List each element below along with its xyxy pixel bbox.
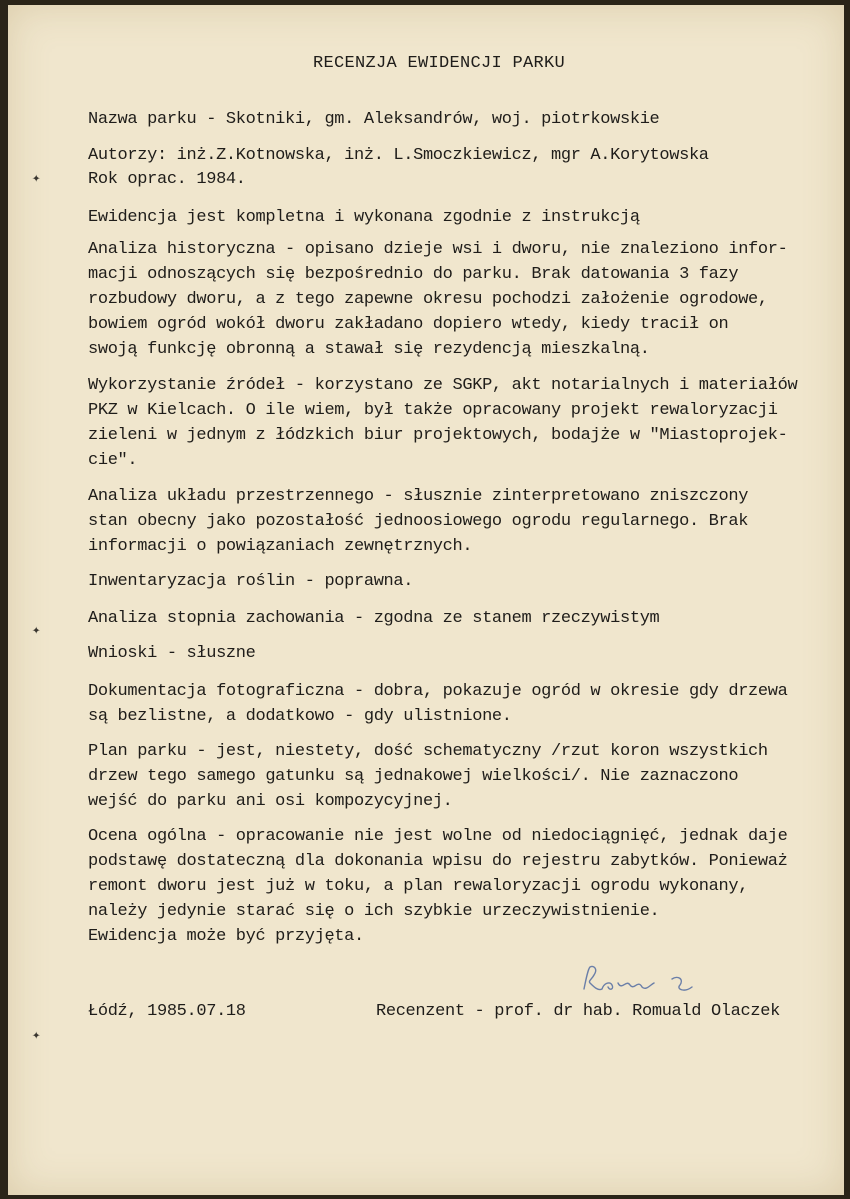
text-line: stan obecny jako pozostałość jednoosiowego ogrodu regularnego. Brak (88, 512, 749, 531)
reviewer-name: Recenzent - prof. dr hab. Romuald Olaczek (376, 1002, 780, 1021)
text-line: Dokumentacja fotograficzna - dobra, pokazuje ogród w okresie gdy drzewa (88, 682, 788, 701)
text-line: Wykorzystanie źródeł - korzystano ze SGKP, akt notarialnych i materiałów (88, 376, 798, 395)
text-line: Ewidencja jest kompletna i wykonana zgodnie z instrukcją (88, 208, 640, 227)
text-line: podstawę dostateczną dla dokonania wpisu do rejestru zabytków. Ponieważ (88, 852, 788, 871)
document-page (8, 5, 844, 1195)
text-line: cie". (88, 451, 138, 470)
text-line: wejść do parku ani osi kompozycyjnej. (88, 792, 453, 811)
document-title: RECENZJA EWIDENCJI PARKU (313, 54, 566, 73)
text-line: Plan parku - jest, niestety, dość schematyczny /rzut koron wszystkich (88, 742, 768, 761)
text-line: Inwentaryzacja roślin - poprawna. (88, 572, 414, 591)
punch-mark-icon: ✦ (32, 1028, 41, 1044)
text-line: PKZ w Kielcach. O ile wiem, był także opracowany projekt rewaloryzacji (88, 401, 778, 420)
punch-mark-icon: ✦ (32, 623, 41, 639)
text-line: remont dworu jest już w toku, a plan rewaloryzacji ogrodu wykonany, (88, 877, 749, 896)
text-line: zieleni w jednym z łódzkich biur projektowych, bodajże w "Miastoprojek- (88, 426, 788, 445)
text-line: Autorzy: inż.Z.Kotnowska, inż. L.Smoczkiewicz, mgr A.Korytowska (88, 146, 709, 165)
text-line: bowiem ogród wokół dworu zakładano dopiero wtedy, kiedy tracił on (88, 315, 729, 334)
text-line: informacji o powiązaniach zewnętrznych. (88, 537, 473, 556)
text-line: Ocena ogólna - opracowanie nie jest wolne od niedociągnięć, jednak daje (88, 827, 788, 846)
text-line: macji odnoszących się bezpośrednio do parku. Brak datowania 3 fazy (88, 265, 739, 284)
text-line: rozbudowy dworu, a z tego zapewne okresu pochodzi założenie ogrodowe, (88, 290, 768, 309)
text-line: Nazwa parku - Skotniki, gm. Aleksandrów, woj. piotrkowskie (88, 110, 660, 129)
signature-image (580, 961, 700, 1001)
text-line: Analiza stopnia zachowania - zgodna ze stanem rzeczywistym (88, 609, 660, 628)
text-line: Wnioski - słuszne (88, 644, 256, 663)
text-line: drzew tego samego gatunku są jednakowej wielkości/. Nie zaznaczono (88, 767, 739, 786)
place-date: Łódź, 1985.07.18 (88, 1002, 246, 1021)
text-line: Rok oprac. 1984. (88, 170, 246, 189)
text-line: Ewidencja może być przyjęta. (88, 927, 364, 946)
text-line: Analiza układu przestrzennego - słusznie zinterpretowano zniszczony (88, 487, 749, 506)
punch-mark-icon: ✦ (32, 171, 41, 187)
text-line: swoją funkcję obronną a stawał się rezydencją mieszkalną. (88, 340, 650, 359)
document-body (88, 51, 848, 1021)
text-line: Analiza historyczna - opisano dzieje wsi i dworu, nie znaleziono infor- (88, 240, 788, 259)
text-line: są bezlistne, a dodatkowo - gdy ulistnione. (88, 707, 512, 726)
text-line: należy jedynie starać się o ich szybkie urzeczywistnienie. (88, 902, 660, 921)
